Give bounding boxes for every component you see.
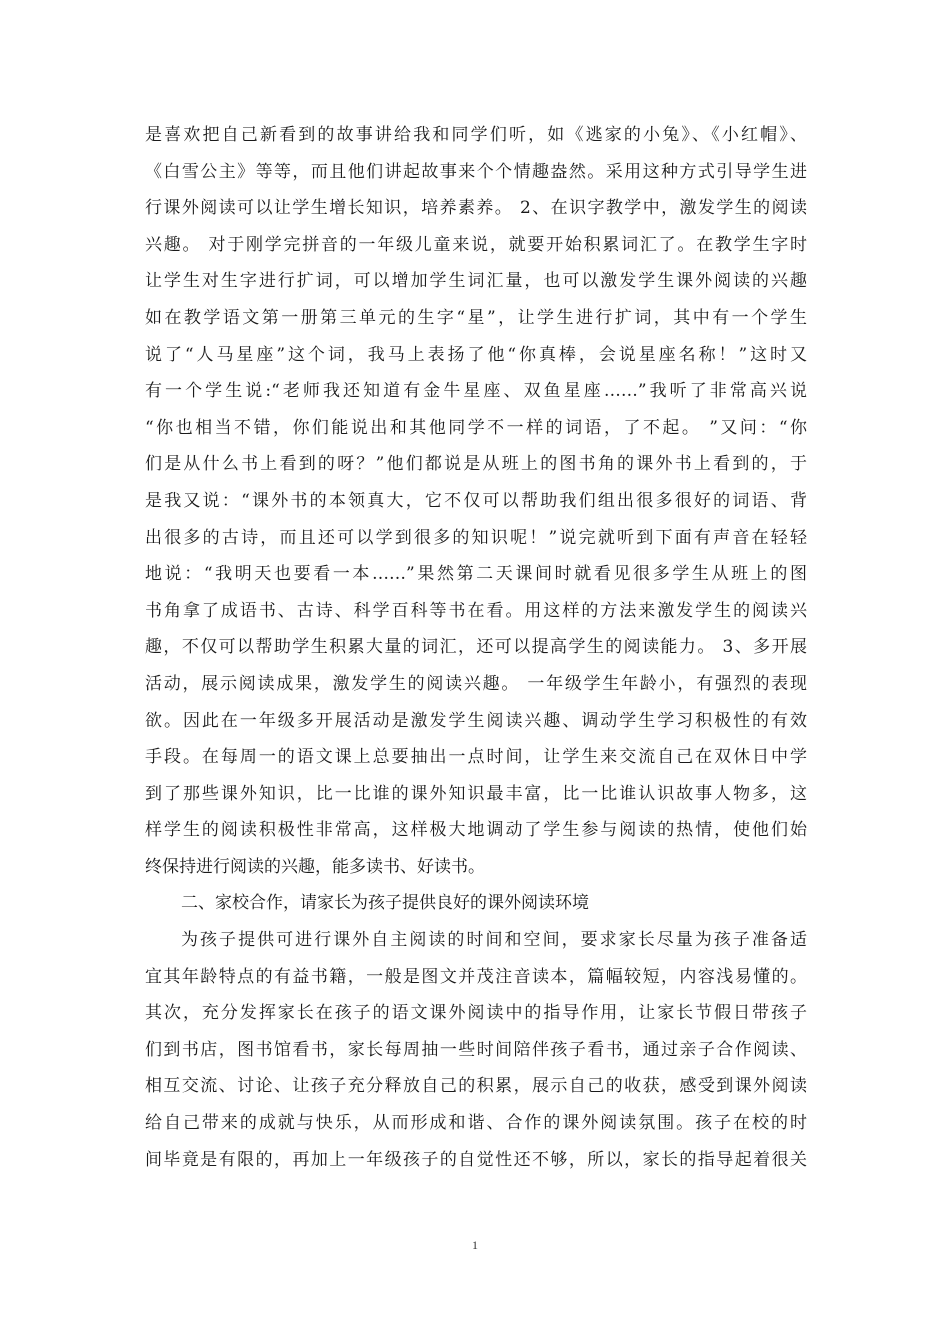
- text-line: 们到书店，图书馆看书，家长每周抽一些时间陪伴孩子看书，通过亲子合作阅读、: [145, 1039, 807, 1060]
- text-line: 其次，充分发挥家长在孩子的语文课外阅读中的指导作用，让家长节假日带孩子: [145, 1003, 807, 1024]
- text-line: 说了“人马星座”这个词，我马上表扬了他“你真棒，会说星座名称！”这时又: [145, 344, 807, 365]
- text-line: 为孩子提供可进行课外自主阅读的时间和空间，要求家长尽量为孩子准备适: [181, 930, 807, 951]
- text-line: 是我又说：“课外书的本领真大，它不仅可以帮助我们组出很多很好的词语、背: [145, 490, 807, 511]
- text-line: “你也相当不错，你们能说出和其他同学不一样的词语，了不起。 ”又问：“你: [145, 417, 807, 438]
- text-line: 行课外阅读可以让学生增长知识，培养素养。 2、在识字教学中，激发学生的阅读: [145, 198, 807, 219]
- text-line: 趣，不仅可以帮助学生积累大量的词汇，还可以提高学生的阅读能力。 3、多开展: [145, 637, 807, 658]
- text-line: 地说：“我明天也要看一本……”果然第二天课间时就看见很多学生从班上的图: [145, 564, 807, 585]
- text-line: 们是从什么书上看到的呀？”他们都说是从班上的图书角的课外书上看到的，于: [145, 454, 807, 475]
- text-line: 间毕竟是有限的，再加上一年级孩子的自觉性还不够，所以，家长的指导起着很关: [145, 1149, 807, 1170]
- text-line: 相互交流、讨论、让孩子充分释放自己的积累，展示自己的收获，感受到课外阅读: [145, 1076, 807, 1097]
- text-line: 手段。在每周一的语文课上总要抽出一点时间，让学生来交流自己在双休日中学: [145, 747, 807, 768]
- text-line: 有一个学生说:“老师我还知道有金牛星座、双鱼星座……”我听了非常高兴说: [145, 381, 807, 402]
- text-line: 宜其年龄特点的有益书籍，一般是图文并茂注音读本，篇幅较短，内容浅易懂的。: [145, 966, 807, 987]
- section-heading: 二、家校合作，请家长为孩子提供良好的课外阅读环境: [181, 893, 589, 914]
- text-line: 书角拿了成语书、古诗、科学百科等书在看。用这样的方法来激发学生的阅读兴: [145, 600, 807, 621]
- text-line: 欲。因此在一年级多开展活动是激发学生阅读兴趣、调动学生学习积极性的有效: [145, 710, 807, 731]
- body-text: [145, 117, 807, 1178]
- text-line: 终保持进行阅读的兴趣，能多读书、好读书。: [145, 856, 485, 877]
- text-line: 是喜欢把自己新看到的故事讲给我和同学们听，如《逃家的小兔》、《小红帽》、: [145, 125, 807, 145]
- text-line: 活动，展示阅读成果，激发学生的阅读兴趣。 一年级学生年龄小，有强烈的表现: [145, 673, 807, 694]
- text-line: 到了那些课外知识，比一比谁的课外知识最丰富，比一比谁认识故事人物多，这: [145, 783, 807, 804]
- text-line: 让学生对生字进行扩词，可以增加学生词汇量，也可以激发学生课外阅读的兴趣: [145, 271, 807, 292]
- text-line: 《白雪公主》等等，而且他们讲起故事来个个情趣盎然。采用这种方式引导学生进: [145, 161, 807, 182]
- text-line: 兴趣。 对于刚学完拼音的一年级儿童来说，就要开始积累词汇了。在教学生字时: [145, 234, 807, 255]
- text-line: 样学生的阅读积极性非常高，这样极大地调动了学生参与阅读的热情，使他们始: [145, 820, 807, 841]
- text-line: 如在教学语文第一册第三单元的生字“星”，让学生进行扩词，其中有一个学生: [145, 307, 807, 328]
- text-line: 给自己带来的成就与快乐，从而形成和谐、合作的课外阅读氛围。孩子在校的时: [145, 1113, 807, 1134]
- page-number: 1: [472, 1238, 478, 1252]
- text-line: 出很多的古诗，而且还可以学到很多的知识呢！”说完就听到下面有声音在轻轻: [145, 527, 807, 548]
